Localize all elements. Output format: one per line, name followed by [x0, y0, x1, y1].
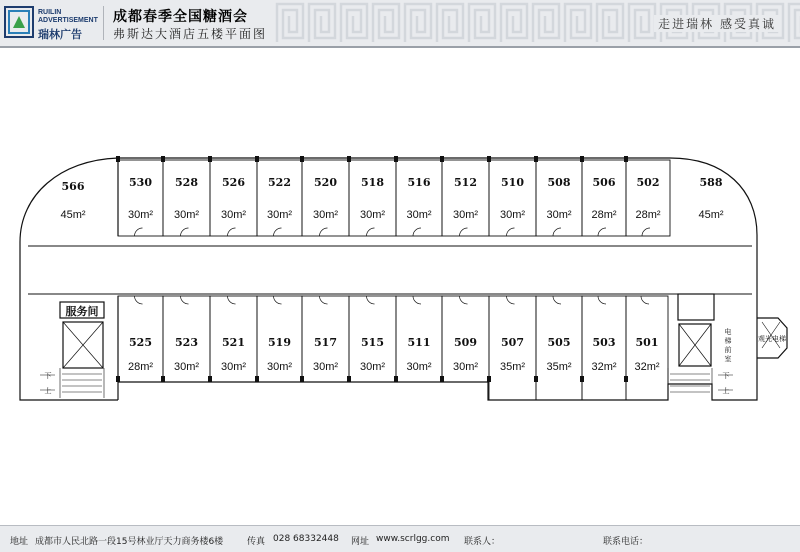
room-area: 28m²: [591, 209, 617, 221]
room-area: 45m²: [60, 209, 86, 221]
door-swing: [598, 296, 606, 304]
room-area: 30m²: [499, 209, 526, 221]
door-swing: [135, 296, 143, 304]
room-area: 30m²: [359, 209, 386, 221]
room-area: 30m²: [359, 361, 386, 373]
service-room-label: 服务间: [65, 305, 99, 318]
column-marker: [624, 156, 628, 162]
room-number: 516: [407, 176, 431, 189]
door-swing: [413, 228, 421, 236]
phone-label: 联系电话：: [603, 537, 649, 547]
room-number: 511: [407, 336, 431, 349]
room-area: 30m²: [452, 361, 479, 373]
brand-line: ADVERTISEMENT: [38, 17, 98, 24]
room-number: 520: [314, 176, 337, 189]
room-area: 35m²: [546, 361, 572, 373]
column-marker: [440, 156, 444, 162]
room-area: 30m²: [266, 209, 293, 221]
column-marker: [534, 376, 538, 382]
fax-value: 028 68332448: [273, 534, 339, 544]
stair-up-label: 上: [722, 387, 730, 395]
room-area: 30m²: [220, 361, 247, 373]
room-526: [210, 160, 257, 236]
door-swing: [642, 228, 650, 236]
door-swing: [181, 228, 189, 236]
door-swing: [274, 228, 282, 236]
column-marker: [534, 156, 538, 162]
column-marker: [300, 156, 304, 162]
room-area: 30m²: [173, 361, 200, 373]
room-number: 503: [592, 336, 616, 349]
room-area: 30m²: [452, 209, 479, 221]
elevator-lobby-label: 室: [724, 355, 732, 363]
room-number: 523: [175, 336, 198, 349]
column-marker: [116, 156, 120, 162]
room-530: [118, 160, 163, 236]
room-area: 28m²: [127, 361, 154, 373]
door-swing: [641, 296, 649, 304]
door-swing: [413, 296, 421, 304]
door-swing: [228, 228, 236, 236]
room-area: 32m²: [591, 361, 617, 373]
brand-chinese-name: 瑞林广告: [38, 28, 82, 41]
contact-label: 联系人：: [464, 537, 501, 547]
room-area: 30m²: [266, 361, 293, 373]
column-marker: [394, 376, 398, 382]
fax-label: 传真: [247, 537, 266, 547]
room-528: [163, 160, 210, 236]
column-marker: [208, 376, 212, 382]
room-508: [536, 160, 582, 236]
website-label: 网址: [351, 537, 370, 547]
column-marker: [161, 376, 165, 382]
column-marker: [487, 376, 491, 382]
room-510: [489, 160, 536, 236]
room-number: 501: [635, 336, 659, 349]
column-marker: [440, 376, 444, 382]
column-marker: [300, 376, 304, 382]
room-number: 510: [501, 176, 524, 189]
room-502: [626, 160, 670, 236]
room-area: 30m²: [546, 209, 572, 221]
room-area: 45m²: [698, 209, 724, 221]
room-area: 30m²: [127, 209, 154, 221]
room-number: 519: [268, 336, 291, 349]
door-swing: [460, 228, 468, 236]
column-marker: [347, 376, 351, 382]
room-number: 509: [454, 336, 477, 349]
column-marker: [208, 156, 212, 162]
floor-plan: [0, 48, 800, 525]
door-swing: [507, 228, 515, 236]
column-marker: [255, 376, 259, 382]
footer: [0, 525, 800, 552]
header-divider: [103, 6, 104, 40]
elevator-lobby-label: 前: [724, 346, 732, 354]
column-marker: [347, 156, 351, 162]
column-marker: [255, 156, 259, 162]
column-marker: [624, 376, 628, 382]
page-subtitle: 弗斯达大酒店五楼平面图: [113, 27, 268, 41]
ruilin-logo-icon: [4, 6, 34, 38]
stair-up-label: 上: [44, 387, 52, 395]
column-marker: [116, 376, 120, 382]
room-number: 588: [699, 176, 723, 189]
room-number: 521: [222, 336, 245, 349]
room-number: 512: [454, 176, 477, 189]
room-518: [349, 160, 396, 236]
address-label: 地址: [10, 537, 29, 547]
room-number: 505: [547, 336, 571, 349]
room-area: 32m²: [634, 361, 660, 373]
address-value: 成都市人民北路一段15号林业厅天力商务楼6楼: [35, 537, 224, 547]
room-number: 525: [129, 336, 152, 349]
room-number: 506: [592, 176, 616, 189]
column-marker: [161, 156, 165, 162]
room-number: 517: [314, 336, 337, 349]
room-number: 515: [361, 336, 384, 349]
room-number: 522: [268, 176, 291, 189]
header: [0, 0, 800, 48]
room-516: [396, 160, 442, 236]
door-swing: [367, 228, 375, 236]
room-number: 507: [501, 336, 524, 349]
room-area: 28m²: [635, 209, 661, 221]
room-506: [582, 160, 626, 236]
room-area: 30m²: [312, 209, 339, 221]
room-area: 30m²: [220, 209, 247, 221]
door-swing: [135, 228, 143, 236]
room-number: 530: [129, 176, 152, 189]
room-number: 566: [61, 180, 85, 193]
room-area: 30m²: [173, 209, 200, 221]
stair-down-label: 下: [722, 372, 730, 380]
room-520: [302, 160, 349, 236]
door-swing: [320, 296, 328, 304]
room-area: 30m²: [406, 209, 432, 221]
room-number: 508: [547, 176, 571, 189]
door-swing: [181, 296, 189, 304]
tagline: 走进瑞林 感受真诚: [654, 15, 780, 32]
door-swing: [274, 296, 282, 304]
elevator-lobby-label: 电: [724, 328, 732, 336]
door-swing: [553, 296, 561, 304]
door-swing: [460, 296, 468, 304]
room-area: 30m²: [406, 361, 432, 373]
door-swing: [553, 228, 561, 236]
door-swing: [367, 296, 375, 304]
website-link[interactable]: www.scrlgg.com: [376, 534, 450, 544]
room-area: 35m²: [499, 361, 526, 373]
page-title: 成都春季全国糖酒会: [113, 9, 248, 25]
door-swing: [228, 296, 236, 304]
column-marker: [580, 376, 584, 382]
room-522: [257, 160, 302, 236]
brand-line: RUILIN: [38, 9, 62, 16]
door-swing: [320, 228, 328, 236]
room-512: [442, 160, 489, 236]
column-marker: [394, 156, 398, 162]
elevator-lobby-label: 梯: [724, 337, 732, 345]
room-number: 518: [361, 176, 384, 189]
column-marker: [487, 156, 491, 162]
door-swing: [507, 296, 515, 304]
door-swing: [598, 228, 606, 236]
room-number: 502: [636, 176, 660, 189]
brand-name: [38, 9, 98, 25]
room-number: 528: [175, 176, 198, 189]
stair-down-label: 下: [44, 372, 52, 380]
escalator-label: 观光电梯: [758, 335, 786, 343]
column-marker: [580, 156, 584, 162]
room-number: 526: [222, 176, 245, 189]
room-area: 30m²: [312, 361, 339, 373]
